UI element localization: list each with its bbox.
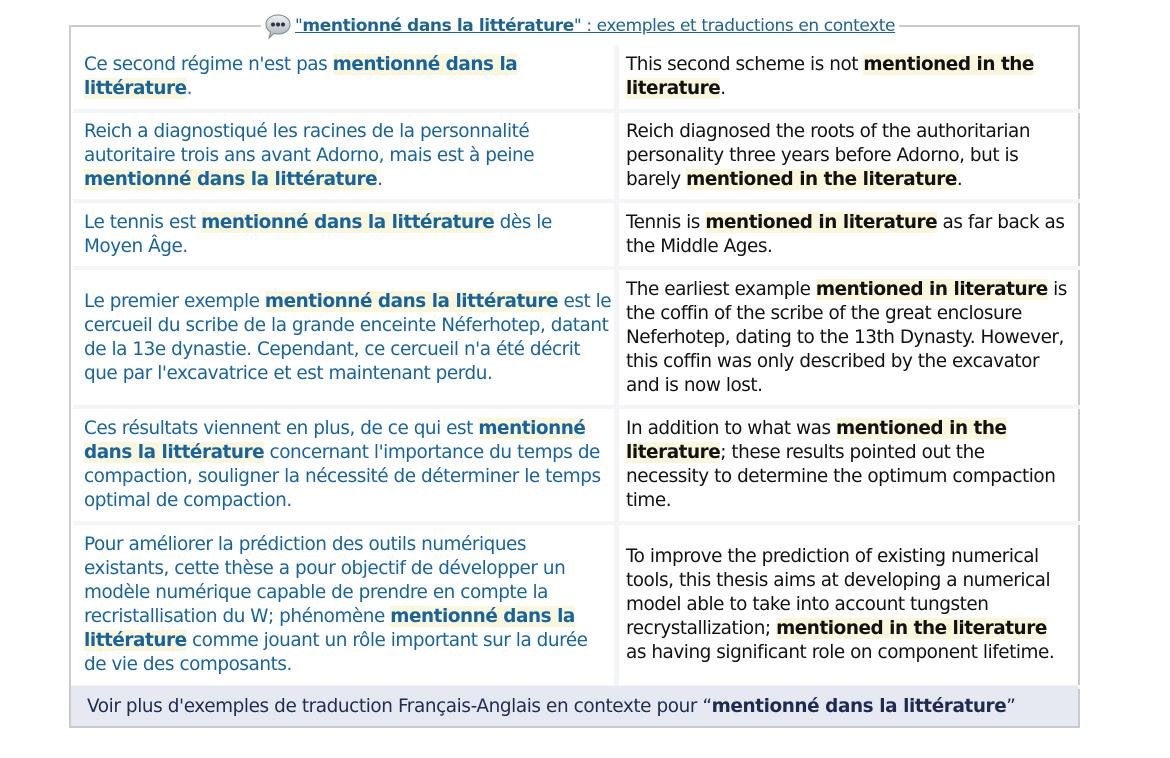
source-sentence[interactable]: Le tennis est mentionné dans la littérature dès le Moyen Âge. [84, 211, 552, 257]
header-quote-open: " [295, 16, 303, 36]
example-row [73, 113, 1080, 203]
target-highlight: mentioned in literature [705, 211, 938, 233]
footer-prefix: Voir plus d'exemples de traduction Français-Anglais en contexte pour [87, 695, 703, 717]
source-sentence[interactable]: Reich a diagnostiqué les racines de la personnalité autoritaire trois ans avant Adorno, mais est à peine mentionné dans la littérature. [84, 121, 535, 190]
source-highlight: mentionné dans la littérature [84, 418, 586, 463]
source-highlight: mentionné dans la littérature [84, 606, 575, 651]
target-highlight: mentioned in the literature [776, 618, 1047, 639]
target-sentence[interactable]: Reich diagnosed the roots of the authoritarian personality three years before Adorno, but is barely mentioned in the literature. [626, 121, 1031, 190]
target-sentence[interactable]: The earliest example mentioned in literature is the coffin of the scribe of the great enclosure Neferhotep, dating to the 13th Dynasty. However, this coffin was only described by the excavator and is now lost. [626, 278, 1067, 396]
source-highlight: mentionné dans la littérature [84, 54, 518, 99]
source-highlight: mentionné dans la littérature [84, 169, 378, 190]
header-query-link[interactable] [295, 16, 895, 36]
example-row [73, 409, 1080, 525]
footer-query: mentionné dans la littérature [711, 695, 1007, 717]
header-quote-close: " [573, 16, 582, 36]
source-sentence[interactable]: Pour améliorer la prédiction des outils numériques existants, cette thèse a pour objectif de développer un modèle numérique capable de prendre en compte la recristallisation du W; phénomène mentionné dans la littérature comme jouant un rôle important sur la durée de vie des composants. [84, 534, 588, 675]
speech-bubble-icon [265, 13, 291, 39]
footer-quote-close: ” [1006, 695, 1016, 717]
source-highlight: mentionné dans la littérature [264, 290, 559, 312]
example-row [73, 270, 1080, 409]
source-highlight: mentionné dans la littérature [201, 211, 495, 233]
header-query: mentionné dans la littérature [302, 16, 574, 36]
more-examples-link[interactable] [87, 696, 1015, 717]
examples-panel [69, 25, 1080, 728]
source-sentence[interactable]: Ces résultats viennent en plus, de ce qui est mentionné dans la littérature concernant l'importance du temps de compaction, souligner la nécessité de déterminer le temps optimal de compaction. [84, 418, 601, 511]
example-row [73, 525, 1080, 689]
target-highlight: mentioned in the literature [626, 54, 1034, 99]
example-row [73, 203, 1080, 270]
target-sentence[interactable]: This second scheme is not mentioned in the literature. [626, 54, 1034, 99]
target-highlight: mentioned in literature [815, 278, 1048, 300]
target-highlight: mentioned in the literature [626, 418, 1007, 463]
more-examples-bar [71, 686, 1078, 726]
source-sentence[interactable]: Ce second régime n'est pas mentionné dans la littérature. [84, 54, 518, 99]
section-header [261, 12, 899, 40]
footer-quote-open: “ [702, 695, 712, 717]
target-sentence[interactable]: Tennis is mentioned in literature as far back as the Middle Ages. [626, 211, 1065, 257]
target-highlight: mentioned in the literature [686, 169, 957, 190]
target-sentence[interactable]: To improve the prediction of existing numerical tools, this thesis aims at developing a numerical model able to take into account tungsten recrystallization; mentioned in the literature as having significant role on component lifetime. [626, 546, 1055, 663]
source-sentence[interactable]: Le premier exemple mentionné dans la littérature est le cercueil du scribe de la grande enceinte Néferhotep, datant de la 13e dynastie. Cependant, ce cercueil n'a été décrit que par l'excavatrice et est maintenant perdu. [84, 290, 612, 384]
header-suffix: : exemples et traductions en contexte [581, 16, 896, 36]
example-row [73, 45, 1080, 113]
target-sentence[interactable]: In addition to what was mentioned in the literature; these results pointed out the necessity to determine the optimum compaction time. [626, 418, 1056, 511]
